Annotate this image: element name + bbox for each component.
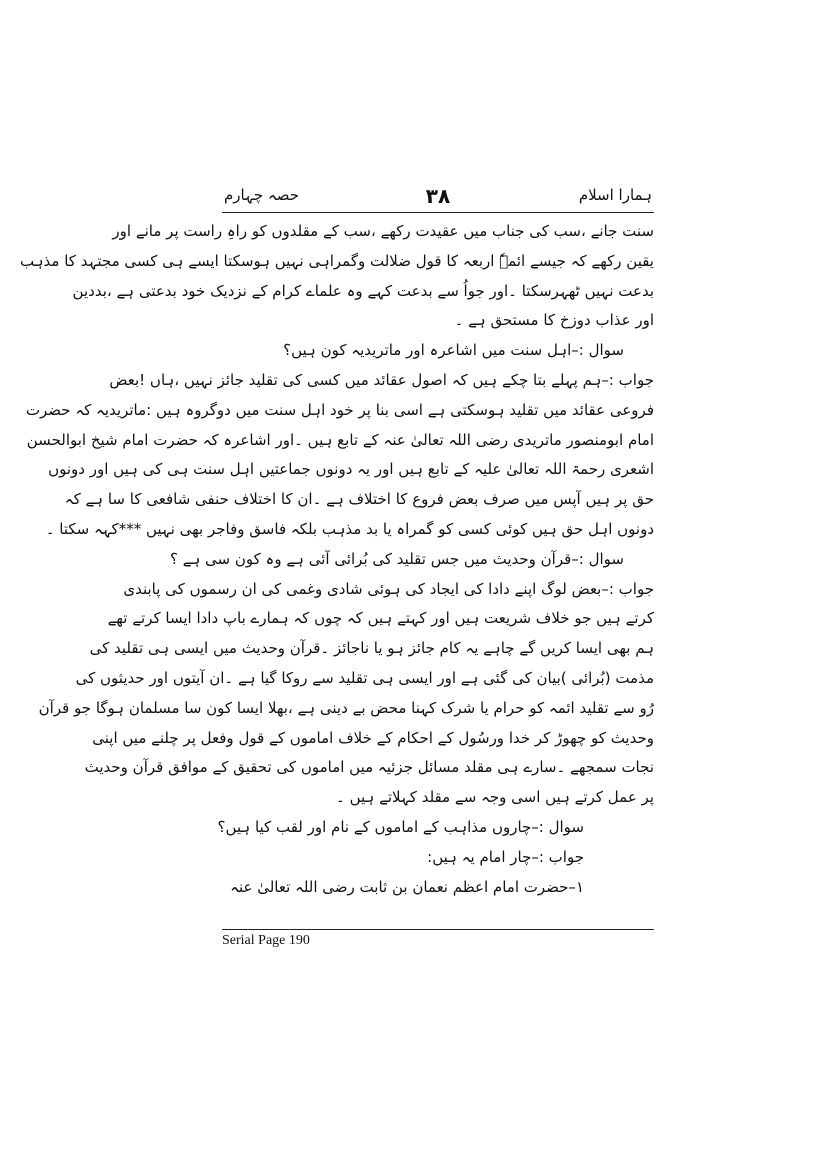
text-line: اشعری رحمۃ اللہ تعالیٰ علیہ کے تابع ہیں اور یہ دونوں جماعتیں اہل سنت ہی کی ہیں اور دونوں (48, 460, 654, 479)
text-line: پر عمل کرتے ہیں اسی وجہ سے مقلد کہلاتے ہیں ۔ (336, 788, 654, 807)
text-line: ہم بھی ایسا کریں گے چاہے یہ کام جائز ہو یا ناجائز ۔قرآن وحدیث میں ایسی ہی تقلید کی (89, 639, 654, 658)
question-line: سوال :–اہل سنت میں اشاعرہ اور ماتریدیہ کون ہیں؟ (283, 341, 624, 360)
book-title: ہمارا اسلام (578, 186, 652, 204)
text-line: بدعت نہیں ٹھہرسکتا ۔اور جواُ سے بدعت کہے وہ علماے کرام کے نزدیک خود بدعتی ہے ،بددین (72, 281, 654, 300)
text-line: فروعی عقائد میں تقلید ہوسکتی ہے اسی بنا پر خود اہل سنت میں دوگروہ ہیں :ماتریدیہ کہ حضرت (25, 400, 654, 419)
serial-page-label: Serial Page 190 (222, 933, 310, 948)
answer-line: جواب :–بعض لوگ اپنے دادا کی ایجاد کی ہوئی شادی وغمی کی ان رسموں کی پابندی (123, 579, 654, 598)
text-line: دونوں اہل حق ہیں کوئی کسی کو گمراہ یا بد مذہب بلکہ فاسق وفاجر بھی نہیں ***کہہ سکتا ۔ (45, 519, 654, 538)
text-line: وحدیث کو چھوڑ کر خدا ورسُول کے احکام کے خلاف اماموں کے قول وفعل پر چلنے میں اپنی (92, 728, 654, 747)
answer-line: جواب :–ہم پہلے بتا چکے ہیں کہ اصول عقائد میں کسی کی تقلید جائز نہیں ،ہاں !بعض (109, 370, 654, 389)
book-page (20, 184, 654, 902)
text-line: اور عذاب دوزخ کا مستحق ہے ۔ (454, 311, 654, 330)
text-line: کرتے ہیں جو خلاف شریعت ہیں اور کہتے ہیں کہ چوں کہ ہمارے باپ دادا ایسا کرتے تھے (107, 609, 654, 628)
text-line: مذمت (بُرائی )بیان کی گئی ہے اور ایسی ہی تقلید سے روکا گیا ہے ۔ان آیتوں اور حدیثوں کی (75, 668, 654, 687)
text-line: حق پر ہیں آپس میں صرف بعض فروع کا اختلاف ہے ۔ان کا اختلاف حنفی شافعی کا سا ہے کہ (64, 490, 654, 509)
question-line: سوال :–قرآن وحدیث میں جس تقلید کی بُرائی آئی ہے وہ کون سی ہے ؟ (169, 549, 624, 568)
question-line: سوال :–چاروں مذاہب کے اماموں کے نام اور لقب کیا ہیں؟ (217, 817, 584, 836)
text-line: رُو سے تقلید ائمہ کو حرام یا شرک کہنا محض بے دینی ہے ،بھلا ایسا کون سا مسلمان ہوگا جو قرآن (38, 698, 654, 717)
answer-line: جواب :–چار امام یہ ہیں: (427, 847, 584, 866)
text-line: نجات سمجھے ۔سارے ہی مقلد مسائل جزئیہ میں اماموں کی تحقیق کے موافق قرآن وحدیث (84, 758, 654, 777)
list-item-line: ۱–حضرت امام اعظم نعمان بن ثابت رضی اللہ تعالیٰ عنہ (230, 877, 584, 896)
footer-rule (222, 929, 654, 930)
text-line: امام ابومنصور ماتریدی رضی اللہ تعالیٰ عنہ کے تابع ہیں ۔اور اشاعرہ کہ حضرت امام شیخ ابوالحسن (26, 430, 654, 449)
page-body (20, 213, 654, 902)
page-header (222, 184, 654, 212)
text-line: سنت جانے ،سب کی جناب میں عقیدت رکھے ،سب کے مقلدوں کو راہِ راست پر مانے اور (112, 222, 654, 240)
page-number: ۳۸ (425, 184, 451, 208)
section-label: حصہ چہارم (224, 186, 299, 204)
text-line: یقین رکھے کہ جیسے ائمہٗ اربعہ کا قول ضلالت وگمراہی نہیں ہوسکتا ایسے ہی کسی مجتہد کا مذہب (20, 251, 654, 270)
